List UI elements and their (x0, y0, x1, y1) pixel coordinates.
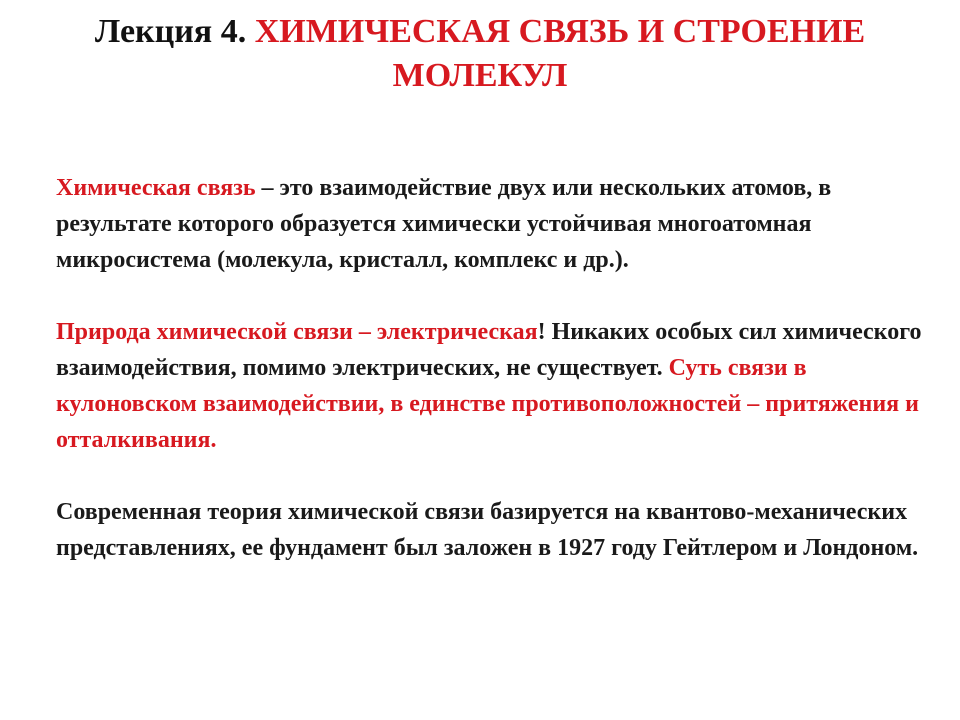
slide-body (56, 170, 926, 566)
definition-text: – это взаимодействие двух или нескольких атомов, в результате которого образуется химически устойчивая многоатомная микросистема (молекула, кристалл, комплекс и др.). (56, 175, 832, 273)
lecture-number: Лекция 4. (94, 13, 255, 50)
lecture-topic: ХИМИЧЕСКАЯ СВЯЗЬ И СТРОЕНИЕ МОЛЕКУЛ (254, 13, 866, 94)
nature-lead: Природа химической связи – электрическая (56, 319, 538, 345)
nature-tail: Суть связи в кулоновском взаимодействии, в единстве противоположностей – притяжения и отталкивания. (56, 355, 919, 453)
lecture-title (40, 10, 920, 98)
nature-middle: ! Никаких особых сил химического взаимодействия, помимо электрических, не существует. (56, 319, 922, 381)
nature-paragraph (56, 314, 926, 458)
theory-paragraph: Современная теория химической связи базируется на квантово-механических представлениях, ее фундамент был заложен в 1927 году Гейтлером и Лондоном. (56, 499, 919, 561)
definition-term: Химическая связь (56, 175, 256, 201)
definition-paragraph (56, 170, 926, 278)
